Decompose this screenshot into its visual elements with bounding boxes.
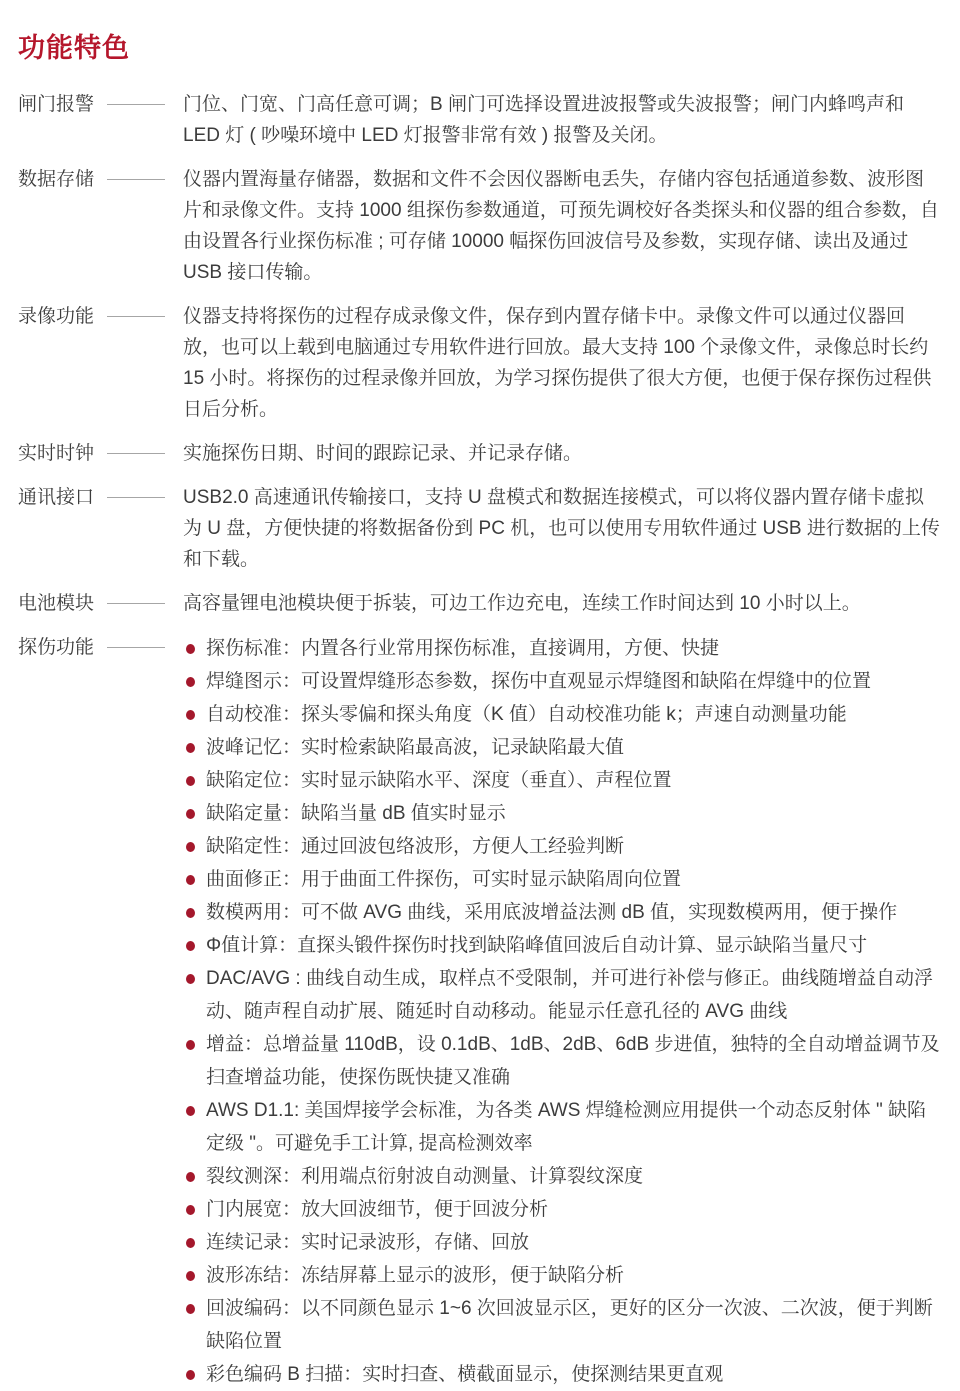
feature-row bbox=[18, 482, 942, 575]
feature-label: 电池模块 bbox=[18, 593, 95, 614]
feature-row bbox=[18, 632, 942, 1391]
bullet-dot-icon bbox=[186, 1106, 195, 1116]
feature-description: 仪器支持将探伤的过程存成录像文件，保存到内置存储卡中。录像文件可以通过仪器回放，也可以上载到电脑通过专用软件进行回放。最大支持 100 个录像文件，录像总时长约 15 小时。将探伤的过程录像并回放，为学习探伤提供了很大方便，也便于保存探伤过程供日后分析。 bbox=[183, 306, 932, 420]
feature-description: 高容量锂电池模块便于拆装，可边工作边充电，连续工作时间达到 10 小时以上。 bbox=[183, 593, 861, 614]
feature-description: 实施探伤日期、时间的跟踪记录、并记录存储。 bbox=[183, 443, 583, 464]
feature-bullet-item bbox=[183, 632, 942, 665]
feature-bullet-item bbox=[183, 830, 942, 863]
bullet-text: Φ值计算：直探头锻件探伤时找到缺陷峰值回波后自动计算、显示缺陷当量尺寸 bbox=[206, 935, 868, 956]
bullet-text: 回波编码：以不同颜色显示 1~6 次回波显示区，更好的区分一次波、二次波，便于判断缺陷位置 bbox=[206, 1298, 933, 1352]
bullet-dot-icon bbox=[186, 677, 195, 687]
bullet-dot-icon bbox=[186, 1238, 195, 1248]
bullet-text: 增益：总增益量 110dB，设 0.1dB、1dB、2dB、6dB 步进值，独特的全自动增益调节及扫查增益功能，使探伤既快捷又准确 bbox=[206, 1034, 940, 1088]
feature-label: 通讯接口 bbox=[18, 487, 95, 508]
bullet-dot-icon bbox=[186, 842, 195, 852]
feature-bullet-item bbox=[183, 863, 942, 896]
bullet-text: 探伤标准：内置各行业常用探伤标准，直接调用，方便、快捷 bbox=[206, 638, 720, 659]
feature-label: 探伤功能 bbox=[18, 637, 95, 658]
connector-line bbox=[107, 316, 165, 317]
bullet-text: 连续记录：实时记录波形，存储、回放 bbox=[206, 1232, 530, 1253]
bullet-dot-icon bbox=[186, 1370, 195, 1380]
connector-line bbox=[107, 453, 165, 454]
connector-line bbox=[107, 603, 165, 604]
connector-line bbox=[107, 647, 165, 648]
feature-bullet-item bbox=[183, 1259, 942, 1292]
bullet-dot-icon bbox=[186, 1271, 195, 1281]
bullet-text: 曲面修正：用于曲面工件探伤，可实时显示缺陷周向位置 bbox=[206, 869, 682, 890]
feature-bullet-item bbox=[183, 1292, 942, 1358]
feature-bullet-item bbox=[183, 896, 942, 929]
feature-list bbox=[18, 89, 942, 1391]
bullet-text: 自动校准：探头零偏和探头角度（K 值）自动校准功能 k；声速自动测量功能 bbox=[206, 704, 847, 725]
bullet-text: 缺陷定位：实时显示缺陷水平、深度（垂直）、声程位置 bbox=[206, 770, 672, 791]
bullet-text: 彩色编码 B 扫描：实时扫查、横截面显示，使探测结果更直观 bbox=[206, 1364, 724, 1385]
bullet-dot-icon bbox=[186, 1205, 195, 1215]
feature-bullet-item bbox=[183, 665, 942, 698]
feature-bullet-item bbox=[183, 962, 942, 1028]
bullet-dot-icon bbox=[186, 908, 195, 918]
feature-bullet-item bbox=[183, 764, 942, 797]
feature-row bbox=[18, 89, 942, 151]
feature-description bbox=[183, 632, 942, 1391]
bullet-dot-icon bbox=[186, 710, 195, 720]
bullet-text: 波形冻结：冻结屏幕上显示的波形，便于缺陷分析 bbox=[206, 1265, 625, 1286]
feature-label: 数据存储 bbox=[18, 169, 95, 190]
feature-row bbox=[18, 164, 942, 288]
bullet-text: 缺陷定量：缺陷当量 dB 值实时显示 bbox=[206, 803, 506, 824]
feature-bullet-item bbox=[183, 1028, 942, 1094]
bullet-dot-icon bbox=[186, 743, 195, 753]
feature-bullet-item bbox=[183, 731, 942, 764]
feature-bullet-item bbox=[183, 1160, 942, 1193]
feature-row bbox=[18, 301, 942, 425]
feature-label: 闸门报警 bbox=[18, 94, 95, 115]
bullet-text: DAC/AVG : 曲线自动生成，取样点不受限制，并可进行补偿与修正。曲线随增益自动浮动、随声程自动扩展、随延时自动移动。能显示任意孔径的 AVG 曲线 bbox=[206, 968, 933, 1022]
bullet-dot-icon bbox=[186, 1172, 195, 1182]
bullet-dot-icon bbox=[186, 875, 195, 885]
bullet-dot-icon bbox=[186, 776, 195, 786]
feature-description: 门位、门宽、门高任意可调；B 闸门可选择设置进波报警或失波报警；闸门内蜂鸣声和 LED 灯 ( 吵噪环境中 LED 灯报警非常有效 ) 报警及关闭。 bbox=[183, 94, 904, 146]
bullet-text: 波峰记忆：实时检索缺陷最高波，记录缺陷最大值 bbox=[206, 737, 625, 758]
bullet-text: 焊缝图示：可设置焊缝形态参数，探伤中直观显示焊缝图和缺陷在焊缝中的位置 bbox=[206, 671, 872, 692]
feature-description: USB2.0 高速通讯传输接口，支持 U 盘模式和数据连接模式，可以将仪器内置存储卡虚拟为 U 盘，方便快捷的将数据备份到 PC 机，也可以使用专用软件通过 USB 进行数据的上传和下载。 bbox=[183, 487, 940, 570]
feature-bullet-item bbox=[183, 797, 942, 830]
feature-label: 录像功能 bbox=[18, 306, 95, 327]
bullet-dot-icon bbox=[186, 644, 195, 654]
bullet-text: AWS D1.1: 美国焊接学会标准，为各类 AWS 焊缝检测应用提供一个动态反射体 " 缺陷定级 "。可避免手工计算, 提高检测效率 bbox=[206, 1100, 926, 1154]
bullet-dot-icon bbox=[186, 941, 195, 951]
feature-bullet-item bbox=[183, 698, 942, 731]
bullet-dot-icon bbox=[186, 974, 195, 984]
connector-line bbox=[107, 179, 165, 180]
bullet-text: 门内展宽：放大回波细节，便于回波分析 bbox=[206, 1199, 549, 1220]
feature-row bbox=[18, 588, 942, 619]
feature-bullet-item bbox=[183, 1094, 942, 1160]
bullet-text: 缺陷定性：通过回波包络波形，方便人工经验判断 bbox=[206, 836, 625, 857]
bullet-dot-icon bbox=[186, 1304, 195, 1314]
bullet-dot-icon bbox=[186, 1040, 195, 1050]
connector-line bbox=[107, 497, 165, 498]
feature-description: 仪器内置海量存储器，数据和文件不会因仪器断电丢失，存储内容包括通道参数、波形图片和录像文件。支持 1000 组探伤参数通道，可预先调校好各类探头和仪器的组合参数，自由设置各行业探伤标准 ; 可存储 10000 幅探伤回波信号及参数，实现存储、读出及通过 USB 接口传输。 bbox=[183, 169, 939, 283]
bullet-text: 裂纹测深：利用端点衍射波自动测量、计算裂纹深度 bbox=[206, 1166, 644, 1187]
feature-bullet-item bbox=[183, 1226, 942, 1259]
connector-line bbox=[107, 104, 165, 105]
feature-row bbox=[18, 438, 942, 469]
feature-bullet-item bbox=[183, 1193, 942, 1226]
page-title: 功能特色 bbox=[18, 33, 130, 63]
bullet-dot-icon bbox=[186, 809, 195, 819]
feature-bullet-list bbox=[183, 632, 942, 1391]
feature-bullet-item bbox=[183, 929, 942, 962]
feature-bullet-item bbox=[183, 1358, 942, 1391]
feature-label: 实时时钟 bbox=[18, 443, 95, 464]
bullet-text: 数模两用：可不做 AVG 曲线，采用底波增益法测 dB 值，实现数模两用，便于操作 bbox=[206, 902, 898, 923]
